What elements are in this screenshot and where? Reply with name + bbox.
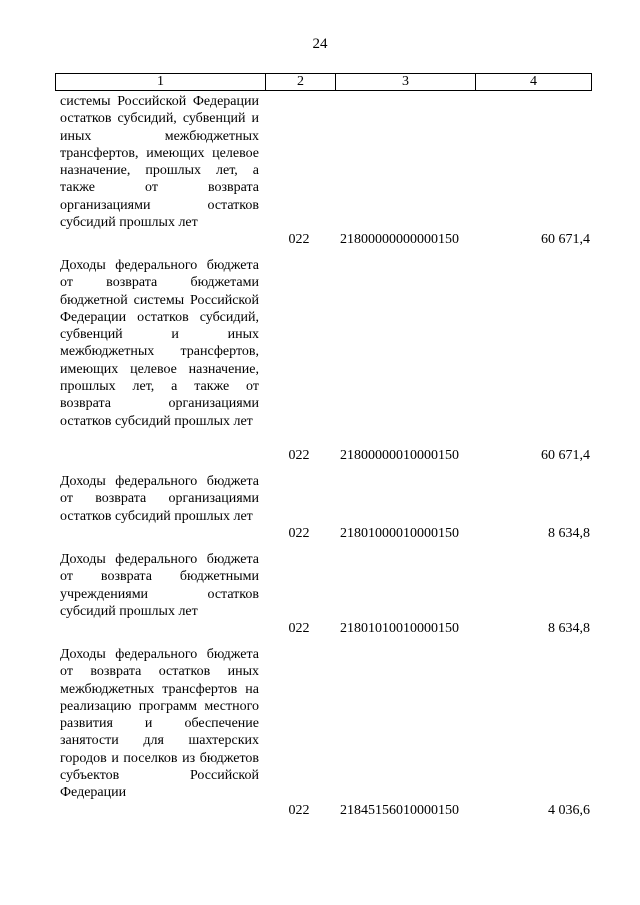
row-amount: 60 671,4 (541, 448, 590, 464)
row-budget-code: 21800000000000150 (340, 232, 459, 248)
row-admin-code: 022 (288, 621, 310, 637)
page-number: 24 (312, 36, 328, 52)
row-admin-code: 022 (288, 448, 310, 464)
row-amount: 8 634,8 (548, 525, 590, 541)
table-header (55, 73, 592, 91)
row-admin-code: 022 (288, 802, 310, 818)
row-amount: 4 036,6 (548, 802, 590, 818)
row-admin-code: 022 (288, 232, 310, 248)
row-budget-code: 21800000010000150 (340, 448, 459, 464)
column-header-4: 4 (530, 74, 537, 89)
column-header-3: 3 (336, 74, 476, 90)
row-amount: 8 634,8 (548, 621, 590, 637)
row-description: Доходы федерального бюджета от возврата бюджетными учреждениями остатков субсидий прошлых лет (60, 552, 259, 619)
row-budget-code: 21801010010000150 (340, 621, 459, 637)
row-description: Доходы федерального бюджета от возврата остатков иных межбюджетных трансфертов на реализацию программ местного развития и обеспечение занятости для шахтерских городов и поселков из бюджетов субъектов Российской Федерации (60, 647, 259, 801)
row-budget-code: 21845156010000150 (340, 802, 459, 818)
column-header-2: 2 (266, 74, 336, 90)
column-header-1: 1 (56, 74, 266, 90)
row-description: Доходы федерального бюджета от возврата организациями остатков субсидий прошлых лет (60, 474, 259, 524)
row-admin-code: 022 (288, 525, 310, 541)
row-amount: 60 671,4 (541, 232, 590, 248)
row-description: системы Российской Федерации остатков субсидий, субвенций и иных межбюджетных трансфертов, имеющих целевое назначение, прошлых лет, а также от возврата организациями остатков субсидий прошлых лет (60, 94, 259, 231)
row-budget-code: 21801000010000150 (340, 525, 459, 541)
row-description: Доходы федерального бюджета от возврата бюджетами бюджетной системы Российской Федерации остатков субсидий, субвенций и иных межбюджетных трансфертов, имеющих целевое назначение, прошлых лет, а также от возврата организациями остатков субсидий прошлых лет (60, 258, 259, 429)
